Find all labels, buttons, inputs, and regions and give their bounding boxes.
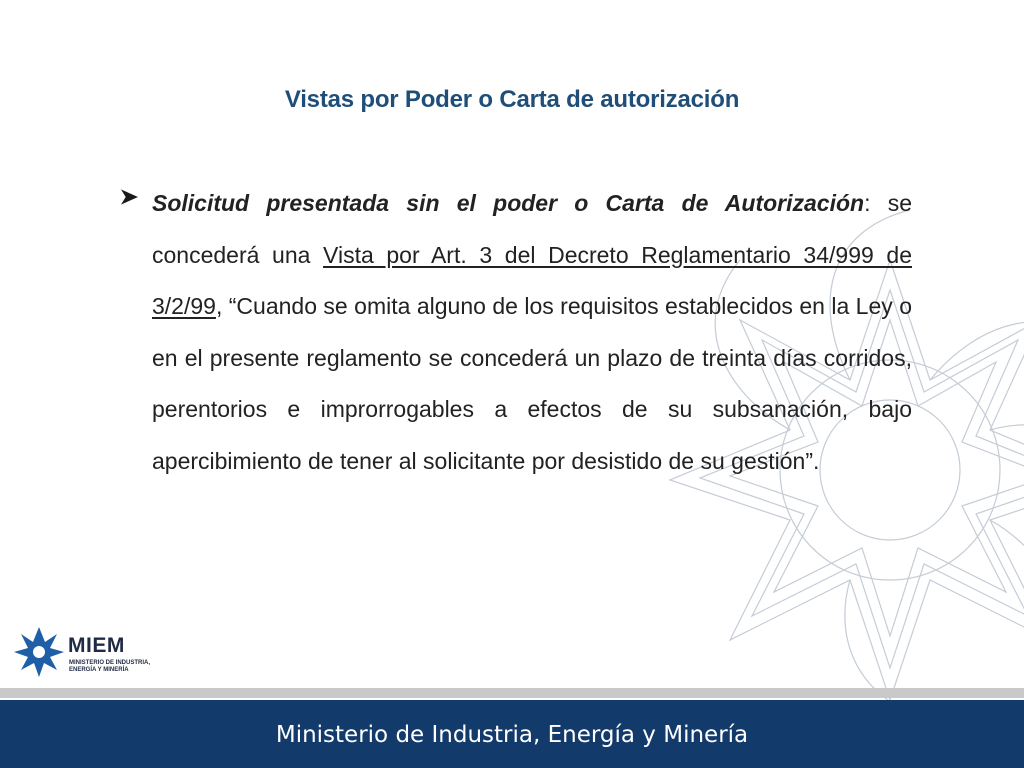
slide-title: Vistas por Poder o Carta de autorización [284, 86, 740, 113]
bullet-item [118, 178, 914, 487]
footer-band [0, 700, 1024, 768]
decree-reference: Vista por Art. 3 del Decreto Reglamentario 34/999 de 3/2/99 [152, 241, 912, 319]
arrow-bullet-icon [118, 187, 140, 207]
logo-subtitle: MINISTERIO DE INDUSTRIA, ENERGÍA Y MINERÍA [69, 660, 151, 673]
footer-ministry-name: Ministerio de Industria, Energía y Minería [275, 722, 749, 748]
logo-name: MIEM [68, 634, 125, 657]
bullet-lead: Solicitud presentada sin el poder o Carta de Autorización [152, 190, 865, 216]
miem-star-logo-icon [12, 624, 66, 678]
miem-logo [12, 624, 162, 684]
bullet-paragraph [152, 178, 912, 487]
decree-quote: , “Cuando se omita alguno de los requisitos establecidos en la Ley o en el presente reglamento se concederá un plazo de treinta días corridos, perentorios e improrrogables a efectos de su subsanación, bajo apercibimiento de tener al solicitante por desistido de su gestión”. [152, 293, 912, 474]
footer-stripe [0, 688, 1024, 698]
bullet-intro-text: : se concederá una [152, 190, 912, 268]
